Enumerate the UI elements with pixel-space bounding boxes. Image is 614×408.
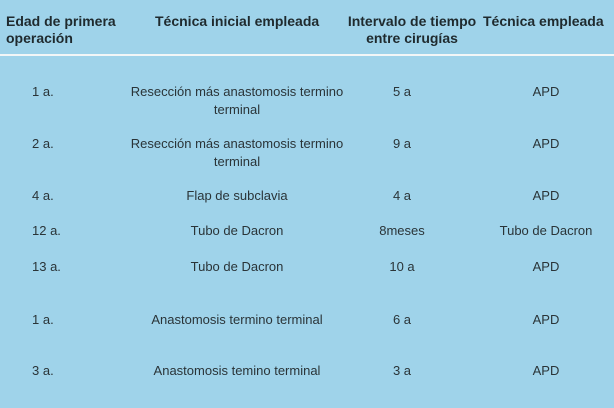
cell-interval: 6 a [392,312,412,327]
cell-age: 1 a. [32,312,54,327]
cell-interval: 8meses [379,223,425,238]
cell-technique-used: APD [532,259,560,274]
cell-interval: 9 a [392,136,412,151]
cell-technique-initial: Flap de subclavia [186,188,288,203]
cell-technique-initial: Resección más anastomosis termino terminal [130,136,344,169]
cell-technique-used: APD [532,84,560,99]
header-age: Edad de primera operación [6,13,116,46]
header-technique-initial: Técnica inicial empleada [155,13,320,29]
cell-technique-initial: Tubo de Dacron [190,223,284,238]
cell-technique-initial: Tubo de Dacron [190,259,284,274]
cell-technique-used: APD [532,363,560,378]
table-header-row [0,0,614,56]
header-technique-used: Técnica empleada [483,13,604,29]
cell-age: 1 a. [32,84,54,99]
cell-interval: 4 a [392,188,412,203]
cell-technique-used: APD [532,188,560,203]
cell-age: 4 a. [32,188,54,203]
cell-technique-initial: Resección más anastomosis termino terminal [130,84,344,117]
cell-age: 2 a. [32,136,54,151]
cell-age: 13 a. [32,259,61,274]
cell-interval: 3 a [392,363,412,378]
cell-technique-initial: Anastomosis termino terminal [151,312,323,327]
cell-technique-used: APD [532,312,560,327]
cell-technique-initial: Anastomosis temino terminal [153,363,321,378]
cell-age: 12 a. [32,223,61,238]
cell-technique-used: APD [532,136,560,151]
header-interval: Intervalo de tiempo entre cirugías [347,13,477,46]
cell-interval: 5 a [392,84,412,99]
cell-technique-used: Tubo de Dacron [499,223,593,238]
cell-interval: 10 a [389,259,415,274]
cell-age: 3 a. [32,363,54,378]
